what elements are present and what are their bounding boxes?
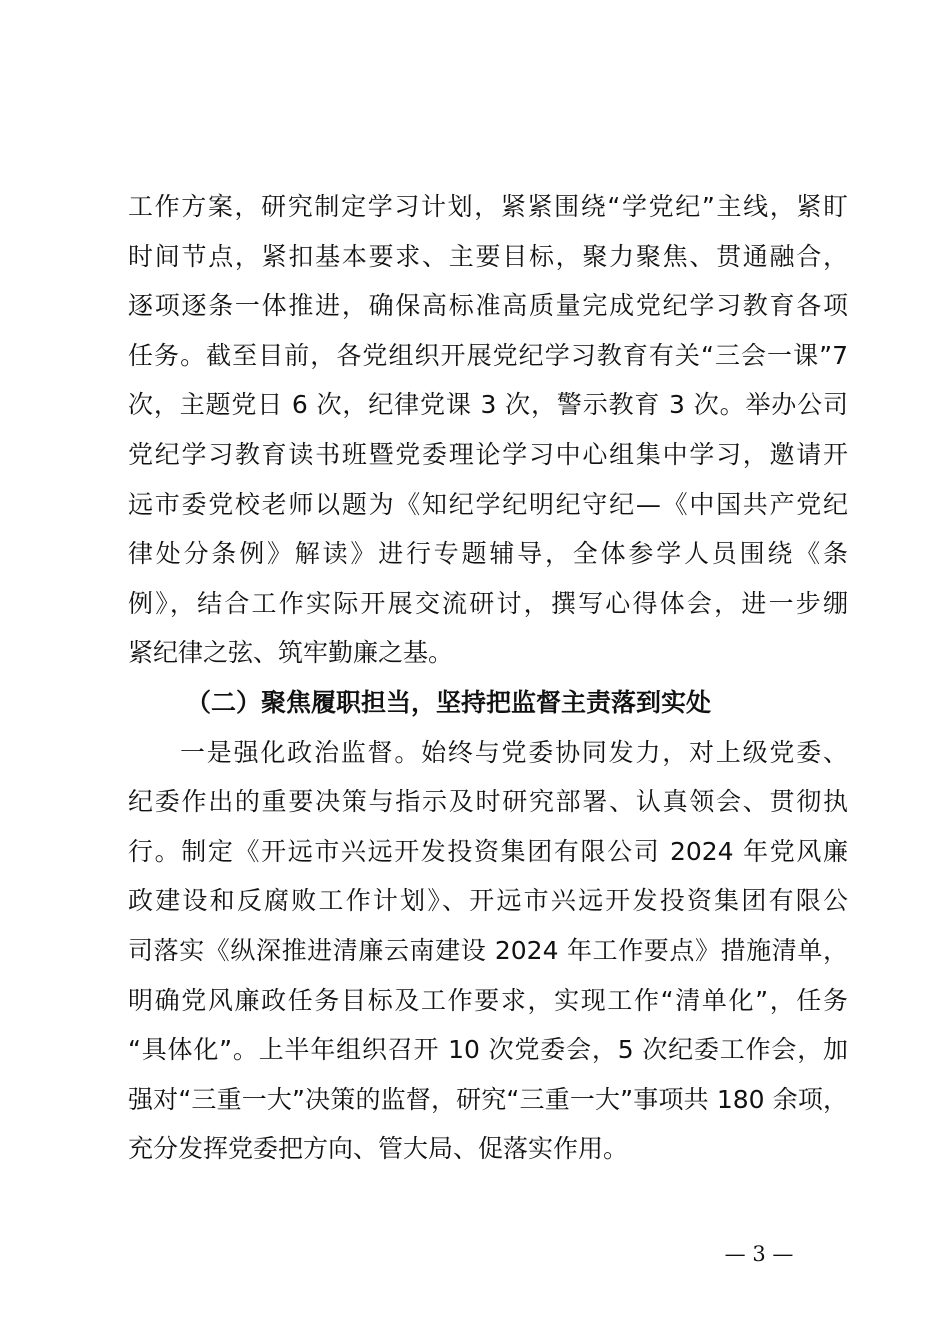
paragraph-line: 明确党风廉政任务目标及工作要求，实现工作“清单化”，任务 (128, 985, 848, 1015)
page-number: — 3 — (724, 1242, 794, 1266)
paragraph-line: 政建设和反腐败工作计划》、开远市兴远开发投资集团有限公 (128, 886, 848, 916)
document-body (128, 182, 848, 1174)
paragraph-line: 例》，结合工作实际开展交流研讨，撰写心得体会，进一步绷 (128, 588, 848, 618)
paragraph-line: 工作方案，研究制定学习计划，紧紧围绕“学党纪”主线，紧盯 (128, 192, 848, 221)
paragraph-line: “具体化”。上半年组织召开 10 次党委会，5 次纪委工作会，加 (128, 1035, 848, 1065)
paragraph-line: 紧纪律之弦、筑牢勤廉之基。 (128, 638, 454, 668)
paragraph-line: 纪委作出的重要决策与指示及时研究部署、认真领会、贯彻执 (128, 787, 848, 817)
paragraph-line: 远市委党校老师以题为《知纪学纪明纪守纪—《中国共产党纪 (128, 489, 848, 519)
paragraph-line: 充分发挥党委把方向、管大局、促落实作用。 (128, 1134, 629, 1164)
paragraph-line: 次，主题党日 6 次，纪律党课 3 次，警示教育 3 次。举办公司 (128, 390, 848, 420)
page-footer (0, 1241, 950, 1267)
paragraph-line: 强对“三重一大”决策的监督，研究“三重一大”事项共 180 余项， (128, 1084, 848, 1114)
paragraph-line: 逐项逐条一体推进，确保高标准高质量完成党纪学习教育各项 (128, 291, 848, 321)
paragraph-line: 时间节点，紧扣基本要求、主要目标，聚力聚焦、贯通融合， (128, 241, 848, 271)
paragraph-line: 党纪学习教育读书班暨党委理论学习中心组集中学习，邀请开 (128, 439, 848, 469)
paragraph-line: 司落实《纵深推进清廉云南建设 2024 年工作要点》措施清单， (128, 935, 848, 965)
section-heading: （二）聚焦履职担当，坚持把监督主责落到实处 (186, 687, 712, 717)
paragraph-line: 任务。截至目前，各党组织开展党纪学习教育有关“三会一课”7 (128, 340, 848, 370)
paragraph-line: 一是强化政治监督。始终与党委协同发力，对上级党委、 (180, 737, 848, 767)
paragraph-line: 行。制定《开远市兴远开发投资集团有限公司 2024 年党风廉 (128, 836, 848, 866)
paragraph-line: 律处分条例》解读》进行专题辅导，全体参学人员围绕《条 (128, 539, 848, 569)
